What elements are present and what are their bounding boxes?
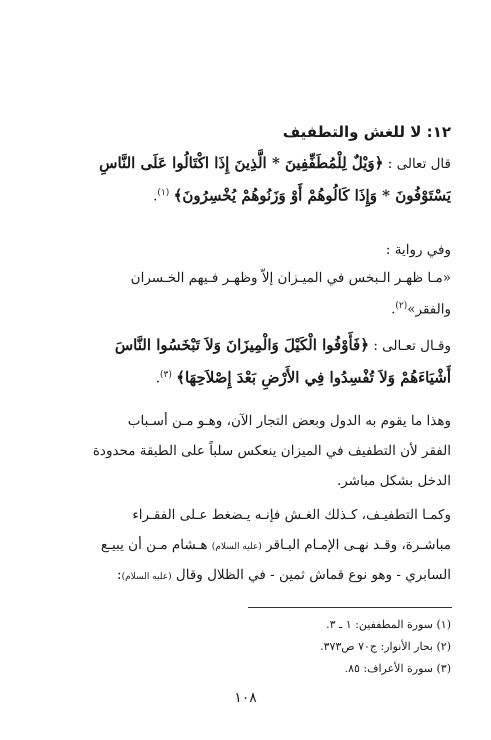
commentary-line-1: وهذا ما يقوم به الدول وبعض التجار الآن، وهـو مـن أسـباب bbox=[127, 413, 451, 429]
footnote-divider bbox=[248, 607, 452, 608]
commentary-line-2: الفقر لأن التطفيف في الميزان ينعكس سلباً على الطبقة محدودة bbox=[92, 443, 451, 459]
footnote-ref: (٣) bbox=[160, 370, 172, 380]
verse-text: ﴿فَأَوْفُوا الْكَيْلَ وَالْمِيزَانَ وَلاَ تَبْخَسُوا النَّاسَ bbox=[114, 336, 370, 354]
verse-text: ﴿وَيْلٌ لِلْمُطَفِّفِينَ * الَّذِينَ إِذَا اكْتَالُوا عَلَى النَّاسِ bbox=[99, 154, 384, 172]
verse-text: يَسْتَوْفُونَ * وَإِذَا كَالُوهُمْ أَوْ وَزَنُوهُمْ يُخْسِرُونَ﴾ bbox=[173, 186, 451, 205]
page-number: ١٠٨ bbox=[234, 690, 257, 706]
paragraph-commentary bbox=[40, 406, 451, 496]
footnote-1: (١) سورة المطففين: ١ ـ ٣. bbox=[326, 618, 451, 631]
paragraph-verse-2 bbox=[40, 330, 451, 390]
verse-2-line-2: أَشْيَاءَهُمْ وَلاَ تُفْسِدُوا فِي الأَرْضِ بَعْدَ إِصْلاَحِهَا﴾ $^{(٣)}$. bbox=[155, 368, 451, 387]
narration-line-2: «مـا ظهـر الـبخس في الميـزان إلاّ وظهـر فـيهم الخـسران bbox=[130, 270, 451, 286]
honorific: (عليه السلام) bbox=[121, 572, 172, 582]
footnote-2: (٢) بحار الأنوار: ج٧٠ ص٣٧٣. bbox=[320, 640, 451, 653]
paragraph-narration bbox=[40, 236, 451, 320]
verse-intro: وقـال تعـالى : bbox=[373, 338, 451, 354]
fraud-text: : bbox=[117, 567, 122, 583]
commentary-line-3: الدخل بشكل مباشر. bbox=[336, 473, 451, 489]
narration-line-3: والفقر»$^{(٢)}$. bbox=[391, 301, 451, 318]
paragraph-fraud bbox=[40, 500, 451, 590]
narration-line-1: وفي رواية : bbox=[385, 242, 451, 258]
verse-text: أَشْيَاءَهُمْ وَلاَ تُفْسِدُوا فِي الأَرْضِ بَعْدَ إِصْلاَحِهَا﴾ bbox=[176, 368, 451, 387]
fraud-line-3 bbox=[40, 560, 451, 590]
verse-1-line-2: يَسْتَوْفُونَ * وَإِذَا كَالُوهُمْ أَوْ وَزَنُوهُمْ يُخْسِرُونَ﴾ $^{(١)}$. bbox=[153, 186, 451, 205]
footnote-3: (٣) سورة الأعراف: ٨٥. bbox=[344, 662, 451, 675]
footnote-ref: (٢) bbox=[395, 301, 408, 311]
narration-text: والفقر» bbox=[407, 301, 451, 318]
verse-1-line-1 bbox=[40, 148, 451, 178]
fraud-text: مباشـرة، وقـد نهـى الإمـام البـاقر bbox=[266, 537, 451, 553]
fraud-line-1: وكمـا التطفيـف، كـذلك الغـش فإنـه يـضغط عـلى الفقـراء bbox=[132, 507, 451, 523]
honorific: (عليه السلام) bbox=[211, 542, 262, 552]
fraud-line-2 bbox=[40, 530, 451, 560]
fraud-text: هـشام مـن أن يبيـع bbox=[100, 537, 208, 553]
verse-2-line-1 bbox=[40, 330, 451, 360]
paragraph-verse-1 bbox=[40, 148, 451, 208]
section-heading: ١٢: لا للغش والتطفيف bbox=[282, 123, 451, 141]
fraud-text: السابري - وهو نوع قماش ثمين - في الظلال وقال bbox=[175, 567, 451, 583]
footnote-ref: (١) bbox=[157, 188, 170, 198]
verse-intro: قال تعالى : bbox=[387, 156, 451, 172]
